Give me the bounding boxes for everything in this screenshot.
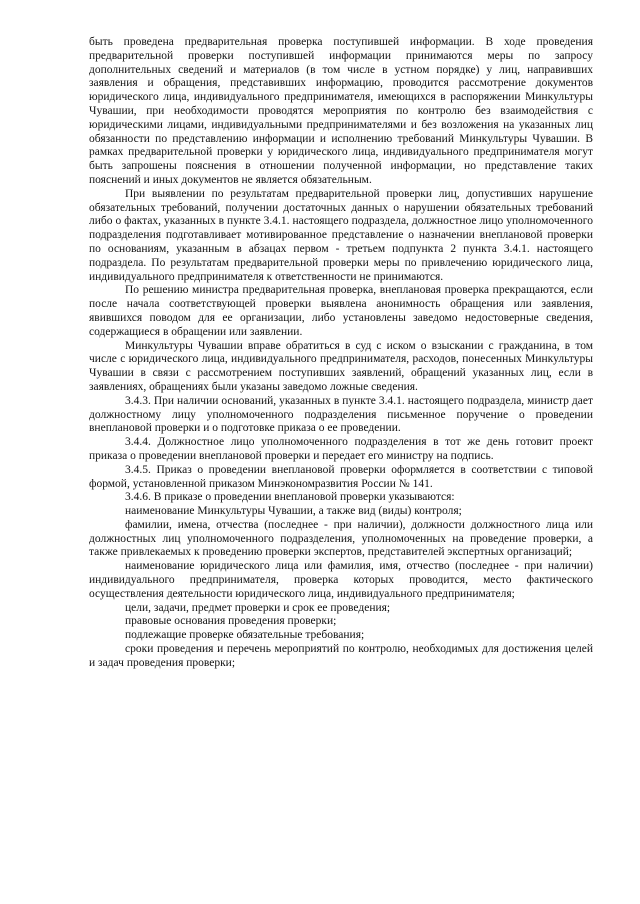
paragraph-1: быть проведена предварительная проверка поступившей информации. В ходе проведения предварительной проверки поступившей информации принимаются меры по запросу дополнительных сведений и материалов (в том числе в устном порядке) у лиц, направивших заявления и обращения, представивших информацию, проводится рассмотрение документов юридического лица, индивидуального предпринимателя, имеющихся в распоряжении Минкультуры Чувашии, при необходимости проводятся мероприятия по контролю без взаимодействия с юридическими лицами, индивидуальными предпринимателями и без возложения на указанных лиц обязанности по представлению информации и исполнению требований Минкультуры Чувашии. В рамках предварительной проверки у юридического лица, индивидуального предпринимателя могут быть запрошены пояснения в отношении полученной информации, но представление таких пояснений и иных документов не является обязательным.	[89, 36, 593, 186]
paragraph-11: наименование юридического лица или фамилия, имя, отчество (последнее - при наличии) индивидуального предпринимателя, проверка которых проводится, место фактического осуществления деятельности юридического лица, индивидуального предпринимателя;	[89, 560, 593, 600]
paragraph-12: цели, задачи, предмет проверки и срок ее проведения;	[125, 601, 391, 614]
paragraph-7: 3.4.5. Приказ о проведении внеплановой проверки оформляется в соответствии с типовой формой, установленной приказом Минэкономразвития России № 141.	[89, 463, 593, 490]
paragraph-13: правовые основания проведения проверки;	[125, 615, 337, 628]
paragraph-2: При выявлении по результатам предварительной проверки лиц, допустивших нарушение обязательных требований, получении достаточных данных о нарушении обязательных требований либо о фактах, указанных в пункте 3.4.1. настоящего подраздела, должностное лицо уполномоченного подразделения подготавливает мотивированное представление о назначении внеплановой проверки по основаниям, указанным в абзацах первом - третьем подпункта 2 пункта 3.4.1. настоящего подраздела. По результатам предварительной проверки меры по привлечению юридического лица, индивидуального предпринимателя к ответственности не принимаются.	[89, 187, 593, 283]
paragraph-5: 3.4.3. При наличии оснований, указанных в пункте 3.4.1. настоящего подраздела, министр дает должностному лицу уполномоченного подразделения письменное поручение о проведении внеплановой проверки и о подготовке приказа о ее проведении.	[89, 394, 593, 435]
paragraph-8: 3.4.6. В приказе о проведении внеплановой проверки указываются:	[125, 491, 455, 504]
paragraph-4: Минкультуры Чувашии вправе обратиться в суд с иском о взыскании с гражданина, в том числе с юридического лица, индивидуального предпринимателя, расходов, понесенных Минкультуры Чувашии в связи с рассмотрением поступивших заявлений, обращений указанных лиц, если в заявлениях, обращениях были указаны заведомо ложные сведения.	[89, 339, 593, 393]
document-page	[89, 36, 593, 671]
paragraph-15: сроки проведения и перечень мероприятий по контролю, необходимых для достижения целей и задач проведения проверки;	[89, 643, 593, 669]
paragraph-10: фамилии, имена, отчества (последнее - при наличии), должности должностного лица или должностных лиц уполномоченного подразделения, уполномоченных на проведение проверки, а также привлекаемых к проведению проверки экспертов, представителей экспертных организаций;	[89, 518, 593, 559]
paragraph-9: наименование Минкультуры Чувашии, а также вид (виды) контроля;	[125, 505, 462, 518]
paragraph-3: По решению министра предварительная проверка, внеплановая проверка прекращаются, если после начала соответствующей проверки выявлена анонимность обращения или заявления, явившихся поводом для ее организации, либо установлены заведомо недостоверные сведения, содержащиеся в обращении или заявлении.	[89, 284, 593, 338]
paragraph-6: 3.4.4. Должностное лицо уполномоченного подразделения в тот же день готовит проект приказа о проведении внеплановой проверки и передает его министру на подпись.	[89, 436, 593, 462]
paragraph-14: подлежащие проверке обязательные требования;	[125, 629, 365, 642]
